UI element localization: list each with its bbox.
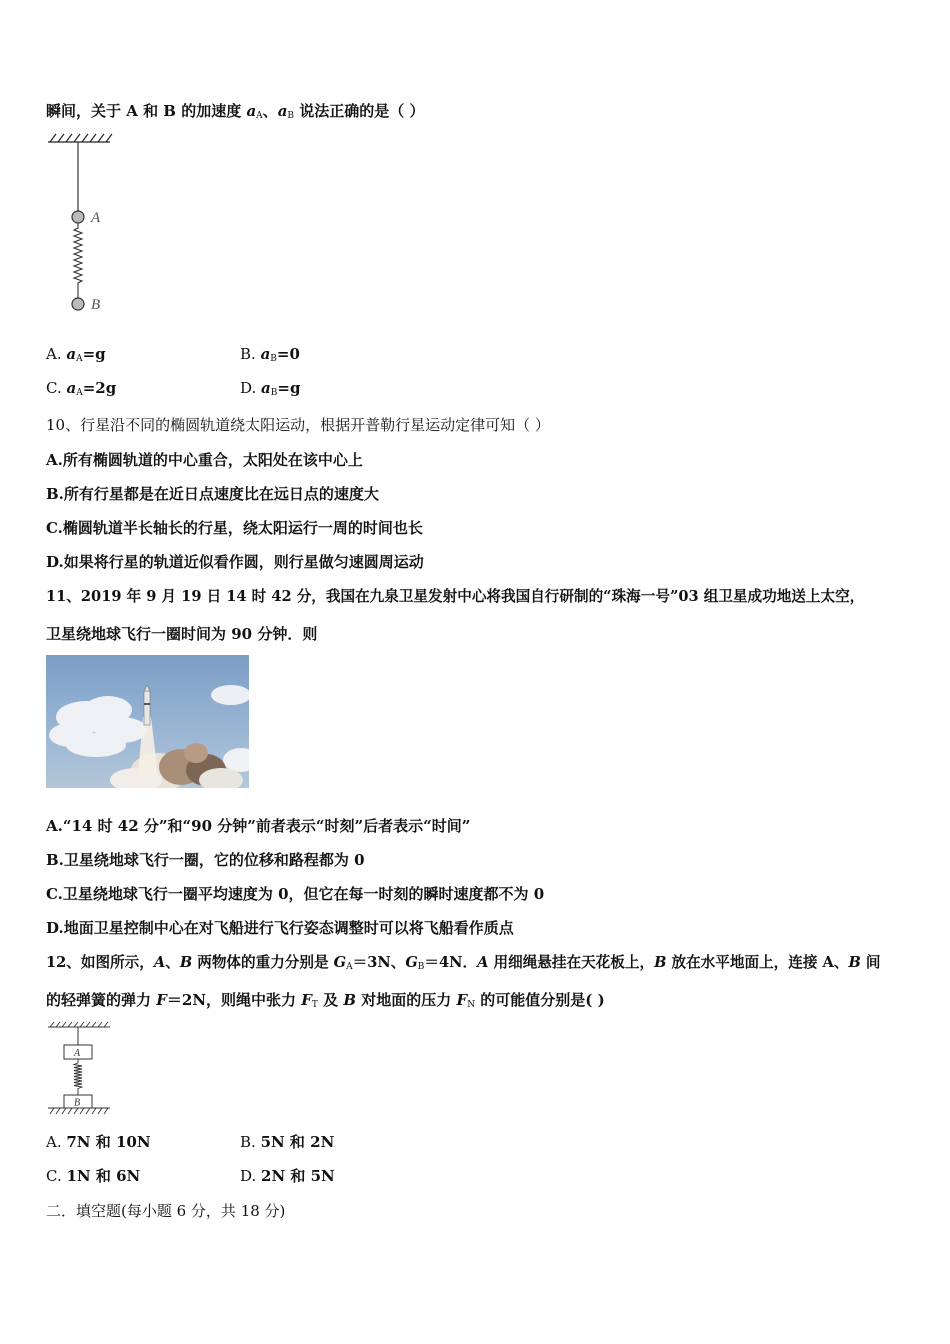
section-2-heading: 二．填空题(每小题 6 分，共 18 分) [46,1202,286,1220]
q9-option-b: B. $a_B=0$ [240,345,300,364]
q9-option-d: D. $a_B=g$ [240,379,301,398]
q10-stem: 10、行星沿不同的椭圆轨道绕太阳运动，根据开普勒行星运动定律可知（ ） [46,416,550,434]
q9-option-a: A. $a_A=g$ [46,345,106,364]
spring [74,1059,82,1095]
q11-option-d: D.地面卫星控制中心在对飞船进行飞行姿态调整时可以将飞船看作质点 [46,919,514,937]
rocket-launch-illustration [46,655,249,788]
label-a: A [91,210,101,226]
q12-figure [46,1021,112,1115]
q11-option-c: C.卫星绕地球飞行一圈平均速度为 0，但它在每一时刻的瞬时速度都不为 0 [46,885,545,903]
block-a-label: A [74,1048,81,1059]
q12-option-c: C. 1N 和 6N [46,1167,141,1185]
rocket-launch-photo [46,655,249,788]
q12-option-d: D. 2N 和 5N [240,1167,335,1185]
q12-option-a: A. 7N 和 10N [46,1133,151,1151]
q10-option-c: C.椭圆轨道半长轴长的行星，绕太阳运行一周的时间也长 [46,519,423,537]
ceiling-hatch [48,134,112,142]
q12-option-b: B. 5N 和 2N [240,1133,335,1151]
ball-b [72,298,84,310]
q11-option-b: B.卫星绕地球飞行一圈，它的位移和路程都为 0 [46,851,365,869]
block-b-label: B [74,1097,81,1109]
q10-option-d: D.如果将行星的轨道近似看作圆，则行星做匀速圆周运动 [46,553,424,571]
q9-figure [46,132,126,317]
ball-a [72,211,84,223]
ground-hatch [48,1108,110,1114]
q9-option-c: C. $a_A=2g$ [46,379,117,398]
spring [74,223,82,298]
q12-stem-line1: 12、如图所示，A、B 两物体的重力分别是 $G_A=3N$、$G_B=4N$．A 用细绳悬挂在天花板上，B 放在水平地面上，连接 A、B 间 [46,954,881,972]
q12-stem-line2: 的轻弹簧的弹力 F＝2N，则绳中张力 $F_T$ 及 B 对地面的压力 $F_N$ 的可能值分别是( ) [46,991,605,1010]
ceiling-hatch [48,1022,110,1027]
q11-stem-line1: 11、2019 年 9 月 19 日 14 时 42 分，我国在九泉卫星发射中心将我国自行研制的“珠海一号”03 组卫星成功地送上太空， [46,588,865,605]
q10-option-b: B.所有行星都是在近日点速度比在远日点的速度大 [46,485,379,503]
q9-stem: 瞬间，关于 A 和 B 的加速度 $a_A$、$a_B$ 说法正确的是（ ） [46,102,425,121]
label-b: B [91,297,101,313]
q10-option-a: A.所有椭圆轨道的中心重合，太阳处在该中心上 [46,451,363,469]
q11-option-a: A.“14 时 42 分”和“90 分钟”前者表示“时刻”后者表示“时间” [46,817,471,835]
q11-stem-line2: 卫星绕地球飞行一圈时间为 90 分钟．则 [46,625,318,643]
